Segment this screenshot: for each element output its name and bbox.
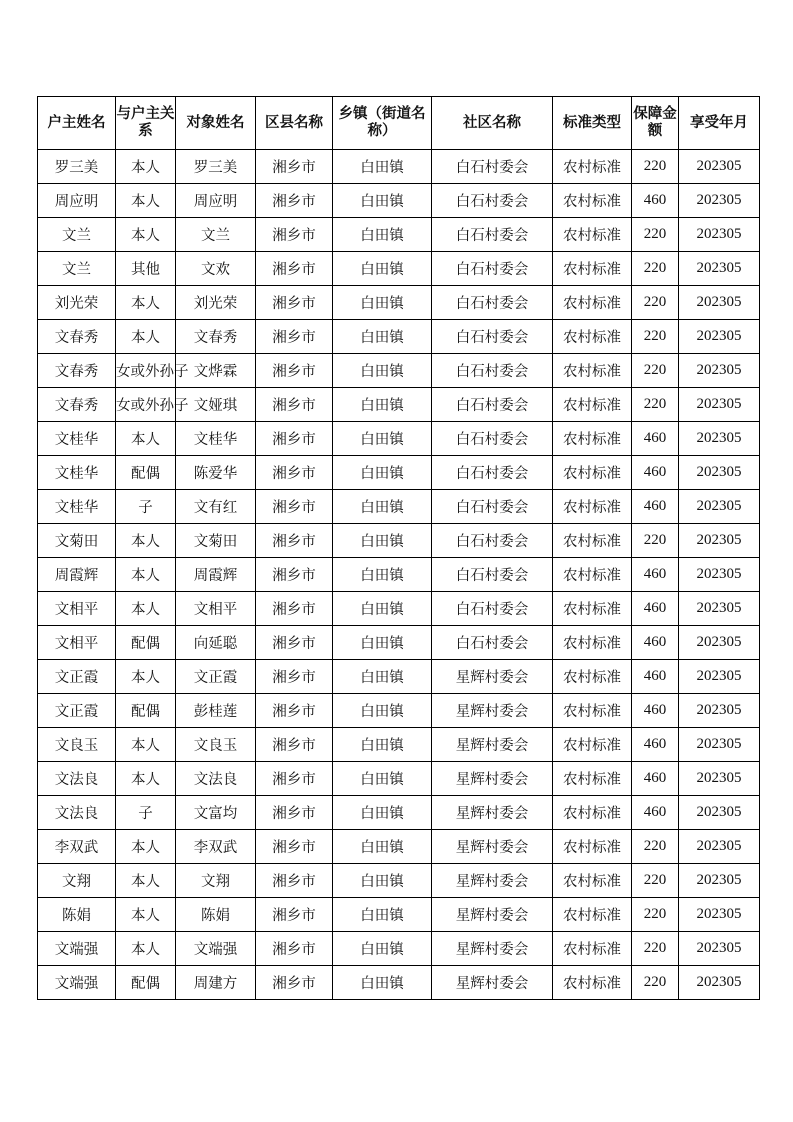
cell-community: 白石村委会 — [432, 184, 553, 218]
cell-text: 本人 — [131, 840, 160, 856]
cell-benefit-month: 202305 — [679, 864, 760, 898]
cell-text: 子 — [138, 500, 153, 516]
cell-benefit-month: 202305 — [679, 558, 760, 592]
table-row — [38, 558, 760, 592]
cell-county: 湘乡市 — [256, 252, 333, 286]
cell-text: 本人 — [131, 670, 160, 686]
cell-head-name: 文春秀 — [38, 320, 116, 354]
cell-township: 白田镇 — [333, 150, 432, 184]
cell-township: 白田镇 — [333, 694, 432, 728]
cell-township: 白田镇 — [333, 728, 432, 762]
cell-benefit-amount: 220 — [632, 388, 679, 422]
cell-county: 湘乡市 — [256, 422, 333, 456]
cell-community: 白石村委会 — [432, 150, 553, 184]
cell-head-name: 文相平 — [38, 626, 116, 660]
cell-standard-type: 农村标准 — [553, 694, 632, 728]
cell-standard-type: 农村标准 — [553, 796, 632, 830]
cell-standard-type: 农村标准 — [553, 422, 632, 456]
cell-benefit-amount: 460 — [632, 592, 679, 626]
cell-county: 湘乡市 — [256, 286, 333, 320]
cell-community: 白石村委会 — [432, 354, 553, 388]
cell-recipient-name: 文娅琪 — [176, 388, 256, 422]
cell-benefit-month: 202305 — [679, 354, 760, 388]
cell-head-name: 周霞辉 — [38, 558, 116, 592]
cell-community: 星辉村委会 — [432, 864, 553, 898]
cell-benefit-amount: 460 — [632, 762, 679, 796]
table-header-row — [38, 97, 760, 150]
cell-benefit-amount: 460 — [632, 694, 679, 728]
column-header-community: 社区名称 — [432, 97, 553, 150]
cell-township: 白田镇 — [333, 354, 432, 388]
cell-relationship — [116, 422, 176, 456]
cell-county: 湘乡市 — [256, 830, 333, 864]
cell-benefit-month: 202305 — [679, 252, 760, 286]
table-row — [38, 864, 760, 898]
table-row — [38, 932, 760, 966]
cell-benefit-month: 202305 — [679, 660, 760, 694]
cell-head-name: 文正霞 — [38, 660, 116, 694]
cell-benefit-amount: 220 — [632, 830, 679, 864]
cell-community: 星辉村委会 — [432, 796, 553, 830]
cell-text: 本人 — [131, 228, 160, 244]
cell-benefit-amount: 460 — [632, 184, 679, 218]
table-row — [38, 660, 760, 694]
cell-head-name: 文正霞 — [38, 694, 116, 728]
cell-county: 湘乡市 — [256, 864, 333, 898]
table-row — [38, 150, 760, 184]
cell-county: 湘乡市 — [256, 694, 333, 728]
cell-county: 湘乡市 — [256, 524, 333, 558]
cell-relationship — [116, 898, 176, 932]
cell-standard-type: 农村标准 — [553, 728, 632, 762]
cell-benefit-amount: 220 — [632, 524, 679, 558]
cell-head-name: 刘光荣 — [38, 286, 116, 320]
cell-text: 本人 — [131, 908, 160, 924]
cell-township: 白田镇 — [333, 830, 432, 864]
cell-community: 星辉村委会 — [432, 830, 553, 864]
cell-community: 白石村委会 — [432, 524, 553, 558]
cell-standard-type: 农村标准 — [553, 286, 632, 320]
cell-township: 白田镇 — [333, 456, 432, 490]
cell-relationship — [116, 966, 176, 1000]
table-row — [38, 388, 760, 422]
cell-county: 湘乡市 — [256, 320, 333, 354]
cell-relationship — [116, 796, 176, 830]
column-header-township: 乡镇（街道名称） — [333, 97, 432, 150]
cell-county: 湘乡市 — [256, 150, 333, 184]
cell-relationship — [116, 864, 176, 898]
cell-community: 星辉村委会 — [432, 898, 553, 932]
cell-relationship — [116, 388, 189, 422]
cell-township: 白田镇 — [333, 796, 432, 830]
cell-head-name: 文相平 — [38, 592, 116, 626]
cell-benefit-month: 202305 — [679, 218, 760, 252]
cell-benefit-month: 202305 — [679, 966, 760, 1000]
cell-benefit-month: 202305 — [679, 320, 760, 354]
cell-text: 本人 — [131, 568, 160, 584]
cell-benefit-amount: 220 — [632, 898, 679, 932]
table-row — [38, 898, 760, 932]
cell-recipient-name: 陈爱华 — [176, 456, 256, 490]
cell-township: 白田镇 — [333, 660, 432, 694]
cell-benefit-month: 202305 — [679, 626, 760, 660]
table-row — [38, 694, 760, 728]
cell-recipient-name: 文有红 — [176, 490, 256, 524]
cell-relationship — [116, 626, 176, 660]
cell-standard-type: 农村标准 — [553, 252, 632, 286]
cell-recipient-name: 文翔 — [176, 864, 256, 898]
cell-relationship — [116, 184, 176, 218]
cell-head-name: 周应明 — [38, 184, 116, 218]
cell-text: 配偶 — [131, 704, 160, 720]
cell-recipient-name: 文春秀 — [176, 320, 256, 354]
cell-text: 配偶 — [131, 636, 160, 652]
table-row — [38, 320, 760, 354]
cell-benefit-amount: 220 — [632, 864, 679, 898]
cell-text: 本人 — [131, 874, 160, 890]
cell-township: 白田镇 — [333, 218, 432, 252]
cell-head-name: 文兰 — [38, 218, 116, 252]
cell-standard-type: 农村标准 — [553, 320, 632, 354]
cell-county: 湘乡市 — [256, 388, 333, 422]
cell-standard-type: 农村标准 — [553, 966, 632, 1000]
cell-community: 白石村委会 — [432, 422, 553, 456]
cell-township: 白田镇 — [333, 864, 432, 898]
cell-relationship — [116, 694, 176, 728]
cell-relationship — [116, 524, 176, 558]
cell-benefit-month: 202305 — [679, 524, 760, 558]
cell-standard-type: 农村标准 — [553, 388, 632, 422]
cell-recipient-name: 文桂华 — [176, 422, 256, 456]
cell-benefit-month: 202305 — [679, 184, 760, 218]
cell-head-name: 文桂华 — [38, 456, 116, 490]
cell-county: 湘乡市 — [256, 626, 333, 660]
cell-standard-type: 农村标准 — [553, 524, 632, 558]
cell-standard-type: 农村标准 — [553, 456, 632, 490]
cell-township: 白田镇 — [333, 286, 432, 320]
cell-text: 本人 — [131, 160, 160, 176]
cell-benefit-month: 202305 — [679, 932, 760, 966]
cell-community: 白石村委会 — [432, 592, 553, 626]
cell-benefit-month: 202305 — [679, 762, 760, 796]
cell-recipient-name: 文富均 — [176, 796, 256, 830]
cell-head-name: 罗三美 — [38, 150, 116, 184]
cell-relationship — [116, 490, 176, 524]
cell-head-name: 文法良 — [38, 796, 116, 830]
cell-relationship — [116, 320, 176, 354]
cell-head-name: 文桂华 — [38, 422, 116, 456]
cell-community: 星辉村委会 — [432, 762, 553, 796]
cell-standard-type: 农村标准 — [553, 184, 632, 218]
cell-township: 白田镇 — [333, 592, 432, 626]
cell-county: 湘乡市 — [256, 558, 333, 592]
cell-benefit-month: 202305 — [679, 728, 760, 762]
cell-benefit-month: 202305 — [679, 286, 760, 320]
cell-benefit-amount: 220 — [632, 966, 679, 1000]
table-row — [38, 592, 760, 626]
cell-relationship — [116, 558, 176, 592]
cell-benefit-month: 202305 — [679, 898, 760, 932]
cell-head-name: 文法良 — [38, 762, 116, 796]
cell-county: 湘乡市 — [256, 354, 333, 388]
table-row — [38, 728, 760, 762]
table-row — [38, 354, 760, 388]
cell-township: 白田镇 — [333, 932, 432, 966]
cell-recipient-name: 陈娟 — [176, 898, 256, 932]
table-row — [38, 762, 760, 796]
cell-recipient-name: 罗三美 — [176, 150, 256, 184]
cell-standard-type: 农村标准 — [553, 932, 632, 966]
cell-recipient-name: 文相平 — [176, 592, 256, 626]
cell-county: 湘乡市 — [256, 762, 333, 796]
cell-township: 白田镇 — [333, 490, 432, 524]
table-row — [38, 830, 760, 864]
cell-benefit-amount: 220 — [632, 150, 679, 184]
cell-recipient-name: 刘光荣 — [176, 286, 256, 320]
cell-relationship — [116, 252, 176, 286]
cell-text: 本人 — [131, 194, 160, 210]
cell-recipient-name: 文欢 — [176, 252, 256, 286]
cell-recipient-name: 文法良 — [176, 762, 256, 796]
cell-county: 湘乡市 — [256, 796, 333, 830]
cell-township: 白田镇 — [333, 966, 432, 1000]
cell-township: 白田镇 — [333, 898, 432, 932]
cell-benefit-amount: 460 — [632, 626, 679, 660]
cell-community: 星辉村委会 — [432, 694, 553, 728]
table-row — [38, 422, 760, 456]
cell-text: 本人 — [131, 942, 160, 958]
cell-relationship — [116, 456, 176, 490]
cell-standard-type: 农村标准 — [553, 864, 632, 898]
table-row — [38, 796, 760, 830]
cell-township: 白田镇 — [333, 252, 432, 286]
cell-benefit-month: 202305 — [679, 388, 760, 422]
cell-text: 配偶 — [131, 976, 160, 992]
cell-community: 白石村委会 — [432, 490, 553, 524]
cell-county: 湘乡市 — [256, 592, 333, 626]
cell-county: 湘乡市 — [256, 728, 333, 762]
table-row — [38, 286, 760, 320]
cell-benefit-month: 202305 — [679, 456, 760, 490]
cell-text: 本人 — [131, 296, 160, 312]
cell-recipient-name: 文正霞 — [176, 660, 256, 694]
cell-head-name: 文翔 — [38, 864, 116, 898]
cell-head-name: 文春秀 — [38, 354, 116, 388]
cell-county: 湘乡市 — [256, 966, 333, 1000]
cell-benefit-amount: 460 — [632, 558, 679, 592]
cell-recipient-name: 向延聪 — [176, 626, 256, 660]
column-header-county: 区县名称 — [256, 97, 333, 150]
cell-head-name: 文菊田 — [38, 524, 116, 558]
cell-text: 女或外孙子 — [116, 398, 189, 414]
cell-benefit-month: 202305 — [679, 490, 760, 524]
column-header-recipient-name: 对象姓名 — [176, 97, 256, 150]
cell-standard-type: 农村标准 — [553, 218, 632, 252]
cell-standard-type: 农村标准 — [553, 660, 632, 694]
cell-benefit-month: 202305 — [679, 830, 760, 864]
cell-relationship — [116, 354, 189, 388]
cell-recipient-name: 文端强 — [176, 932, 256, 966]
cell-township: 白田镇 — [333, 762, 432, 796]
cell-benefit-amount: 220 — [632, 932, 679, 966]
cell-standard-type: 农村标准 — [553, 898, 632, 932]
cell-county: 湘乡市 — [256, 184, 333, 218]
cell-text: 女或外孙子 — [116, 364, 189, 380]
cell-benefit-amount: 220 — [632, 252, 679, 286]
cell-benefit-month: 202305 — [679, 694, 760, 728]
cell-community: 星辉村委会 — [432, 932, 553, 966]
table-row — [38, 184, 760, 218]
cell-standard-type: 农村标准 — [553, 490, 632, 524]
cell-benefit-amount: 220 — [632, 218, 679, 252]
cell-community: 星辉村委会 — [432, 660, 553, 694]
cell-benefit-amount: 220 — [632, 286, 679, 320]
cell-benefit-month: 202305 — [679, 592, 760, 626]
cell-head-name: 文良玉 — [38, 728, 116, 762]
cell-benefit-amount: 220 — [632, 354, 679, 388]
cell-relationship — [116, 830, 176, 864]
cell-recipient-name: 文良玉 — [176, 728, 256, 762]
cell-community: 星辉村委会 — [432, 966, 553, 1000]
cell-head-name: 文春秀 — [38, 388, 116, 422]
cell-text: 本人 — [131, 772, 160, 788]
cell-standard-type: 农村标准 — [553, 150, 632, 184]
cell-head-name: 文端强 — [38, 932, 116, 966]
cell-benefit-amount: 460 — [632, 422, 679, 456]
cell-relationship — [116, 660, 176, 694]
cell-recipient-name: 文烨霖 — [176, 354, 256, 388]
cell-relationship — [116, 218, 176, 252]
cell-community: 白石村委会 — [432, 286, 553, 320]
cell-benefit-month: 202305 — [679, 150, 760, 184]
cell-county: 湘乡市 — [256, 898, 333, 932]
table-row — [38, 252, 760, 286]
table-row — [38, 524, 760, 558]
column-header-benefit-month: 享受年月 — [679, 97, 760, 150]
cell-recipient-name: 文兰 — [176, 218, 256, 252]
table-row — [38, 218, 760, 252]
cell-standard-type: 农村标准 — [553, 762, 632, 796]
cell-county: 湘乡市 — [256, 490, 333, 524]
cell-benefit-month: 202305 — [679, 422, 760, 456]
cell-relationship — [116, 286, 176, 320]
cell-community: 白石村委会 — [432, 456, 553, 490]
table-row — [38, 456, 760, 490]
cell-text: 配偶 — [131, 466, 160, 482]
cell-township: 白田镇 — [333, 626, 432, 660]
cell-community: 白石村委会 — [432, 558, 553, 592]
column-header-head-name: 户主姓名 — [38, 97, 116, 150]
cell-relationship — [116, 592, 176, 626]
cell-benefit-amount: 460 — [632, 660, 679, 694]
table-row — [38, 626, 760, 660]
table-body — [38, 150, 760, 1000]
cell-text: 子 — [138, 806, 153, 822]
cell-community: 白石村委会 — [432, 320, 553, 354]
cell-recipient-name: 周应明 — [176, 184, 256, 218]
column-header-standard-type: 标准类型 — [553, 97, 632, 150]
cell-township: 白田镇 — [333, 558, 432, 592]
cell-township: 白田镇 — [333, 422, 432, 456]
cell-benefit-amount: 460 — [632, 456, 679, 490]
cell-head-name: 李双武 — [38, 830, 116, 864]
cell-text: 本人 — [131, 738, 160, 754]
cell-county: 湘乡市 — [256, 932, 333, 966]
relief-recipient-table — [37, 96, 760, 1000]
cell-recipient-name: 周建方 — [176, 966, 256, 1000]
table-row — [38, 490, 760, 524]
cell-recipient-name: 彭桂莲 — [176, 694, 256, 728]
cell-head-name: 文桂华 — [38, 490, 116, 524]
column-header-benefit-amount: 保障金额 — [632, 97, 679, 150]
cell-benefit-amount: 220 — [632, 320, 679, 354]
cell-text: 本人 — [131, 432, 160, 448]
cell-benefit-amount: 460 — [632, 490, 679, 524]
cell-township: 白田镇 — [333, 320, 432, 354]
cell-text: 本人 — [131, 534, 160, 550]
cell-standard-type: 农村标准 — [553, 830, 632, 864]
cell-county: 湘乡市 — [256, 456, 333, 490]
table-row — [38, 966, 760, 1000]
cell-county: 湘乡市 — [256, 218, 333, 252]
cell-township: 白田镇 — [333, 524, 432, 558]
cell-head-name: 文端强 — [38, 966, 116, 1000]
cell-text: 本人 — [131, 330, 160, 346]
cell-head-name: 文兰 — [38, 252, 116, 286]
cell-standard-type: 农村标准 — [553, 354, 632, 388]
cell-community: 白石村委会 — [432, 218, 553, 252]
cell-text: 其他 — [131, 262, 160, 278]
cell-relationship — [116, 932, 176, 966]
cell-standard-type: 农村标准 — [553, 626, 632, 660]
cell-benefit-month: 202305 — [679, 796, 760, 830]
cell-relationship — [116, 728, 176, 762]
cell-township: 白田镇 — [333, 388, 432, 422]
cell-county: 湘乡市 — [256, 660, 333, 694]
cell-community: 星辉村委会 — [432, 728, 553, 762]
cell-relationship — [116, 150, 176, 184]
column-header-relationship: 与户主关系 — [116, 97, 176, 150]
cell-standard-type: 农村标准 — [553, 558, 632, 592]
cell-recipient-name: 文菊田 — [176, 524, 256, 558]
cell-relationship — [116, 762, 176, 796]
cell-standard-type: 农村标准 — [553, 592, 632, 626]
cell-community: 白石村委会 — [432, 252, 553, 286]
cell-benefit-amount: 460 — [632, 728, 679, 762]
cell-head-name: 陈娟 — [38, 898, 116, 932]
cell-township: 白田镇 — [333, 184, 432, 218]
cell-community: 白石村委会 — [432, 388, 553, 422]
cell-benefit-amount: 460 — [632, 796, 679, 830]
cell-recipient-name: 李双武 — [176, 830, 256, 864]
cell-community: 白石村委会 — [432, 626, 553, 660]
cell-text: 本人 — [131, 602, 160, 618]
cell-recipient-name: 周霞辉 — [176, 558, 256, 592]
